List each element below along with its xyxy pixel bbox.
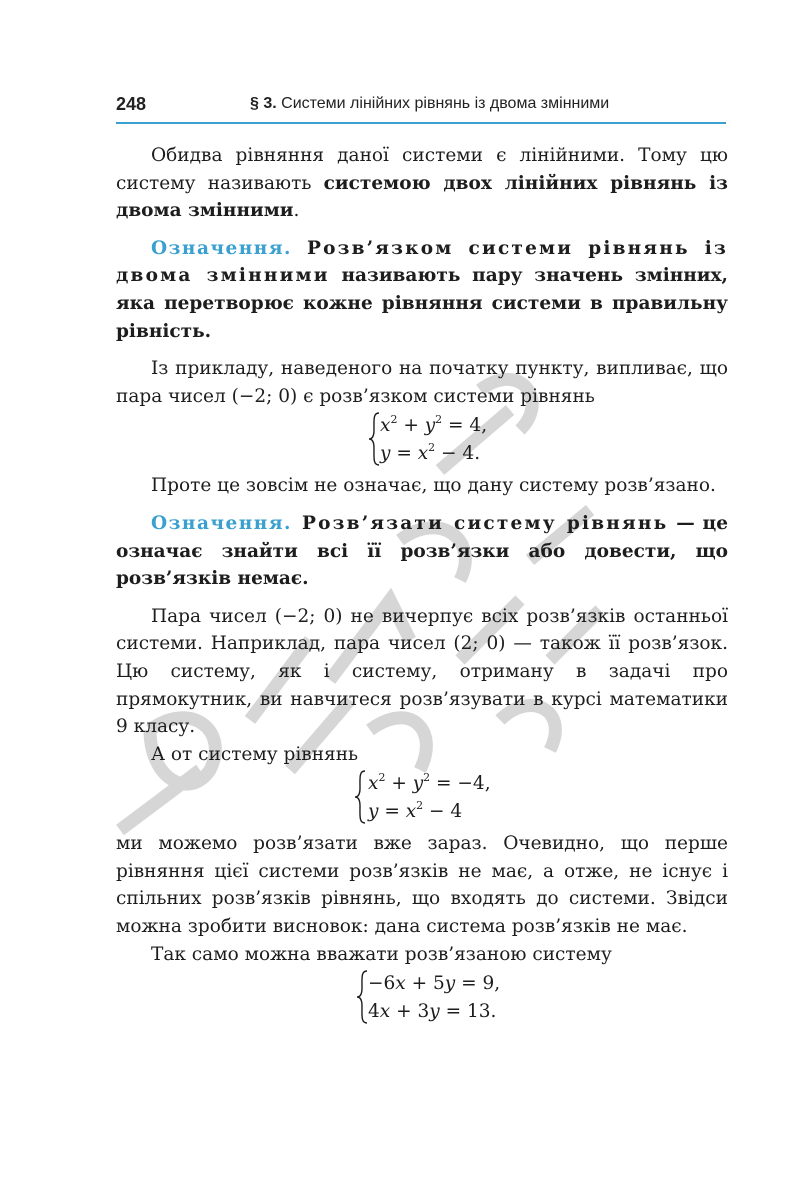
var: x [380, 415, 391, 437]
var: x [379, 1001, 391, 1023]
var: x [417, 443, 429, 465]
var: y [368, 801, 379, 823]
definition-term: Розв’язком системи рівнянь із двома змінними [116, 237, 728, 287]
running-header [116, 94, 726, 124]
paragraph: ми можемо розв’язати вже зараз. Очевидно, що перше рівняння цієї системи розв’язків не має, а отже, не існує і спільних розв’язків рівнянь, що входять до системи. Звідси можна зробити висновок: дана система розв’язків не має. [116, 833, 728, 938]
op: = 9, [455, 973, 501, 995]
paragraph: Пара чисел (−2; 0) не вичерпує всіх розв’язків останньої системи. Наприклад, пара чисел (2; 0) — також її розв’язок. Цю систему, як і систему, отриману в задачі про прямокутник, ви навчитеся розв’язувати в курсі математики 9 класу. [116, 605, 728, 738]
var: y [412, 773, 424, 795]
paragraph: Проте це зовсім не означає, що дану систему розв’язано. [151, 475, 716, 497]
section-title [250, 95, 609, 113]
bold-term: системою двох лінійних рівнянь із двома змінними [116, 172, 728, 222]
section-mark: § 3. [250, 95, 277, 112]
var: x [405, 801, 417, 823]
coef: 4 [368, 1001, 380, 1023]
definition-text: — це означає знайти всі її розв’язки або довести, що розв’язків немає. [116, 512, 728, 590]
coef: + 5 [405, 973, 445, 995]
brace-icon [368, 412, 380, 466]
brace-icon [354, 770, 366, 824]
equation [368, 970, 500, 997]
var: x [368, 773, 379, 795]
definition-text: називають пару значень змінних, яка перетворює кожне рівняння системи в правильну рівність. [116, 265, 728, 342]
var: y [444, 973, 456, 995]
brace-icon [356, 970, 368, 1024]
equation-system-3 [116, 970, 728, 1028]
var: x [395, 973, 406, 995]
definition-label: Означення. [151, 237, 292, 259]
paragraph: Так само можна вважати розв’язаною систему [151, 943, 612, 965]
equation: $x^2 + y^2 = -4$, [368, 771, 491, 795]
definition-term: Розв’язати систему рівнянь [291, 512, 669, 534]
op: = [378, 801, 406, 823]
definition-label: Означення. [151, 512, 292, 534]
section-title-text: Системи лінійних рівнянь із двома змінними [276, 95, 610, 112]
op: + [397, 415, 425, 437]
var: y [429, 1001, 440, 1023]
text: Обидва рівняння даної системи є лінійними. Тому цю систему називають [116, 145, 728, 194]
coef: + 3 [390, 1001, 430, 1023]
op: = −4, [430, 773, 491, 795]
definition-1 [116, 235, 728, 345]
page-number: 248 [116, 94, 147, 114]
op: − 4. [435, 443, 481, 465]
op: + [385, 773, 413, 795]
equation: $x^2 + y^2 = 4$, [380, 413, 488, 437]
paragraph [116, 142, 728, 225]
text: . [293, 200, 300, 222]
paragraph: А от систему рівнянь [151, 743, 359, 765]
coef: −6 [368, 973, 396, 995]
equation [368, 998, 496, 1025]
op: − 4 [423, 801, 463, 823]
var: y [380, 443, 391, 465]
var: y [424, 415, 436, 437]
equation: $y = x^2 - 4$. [380, 441, 481, 465]
definition-2 [116, 510, 728, 593]
op: = 4, [442, 415, 488, 437]
op: = 13. [439, 1001, 497, 1023]
equation: $y = x^2 - 4$ [368, 799, 463, 823]
equation-system-2 [116, 770, 728, 828]
paragraph: Із прикладу, наведеного на початку пункту, випливає, що пара чисел (−2; 0) є розв’язком системи рівнянь [116, 358, 728, 407]
equation-system-1 [116, 412, 728, 470]
page-body [116, 142, 728, 1030]
op: = [390, 443, 418, 465]
